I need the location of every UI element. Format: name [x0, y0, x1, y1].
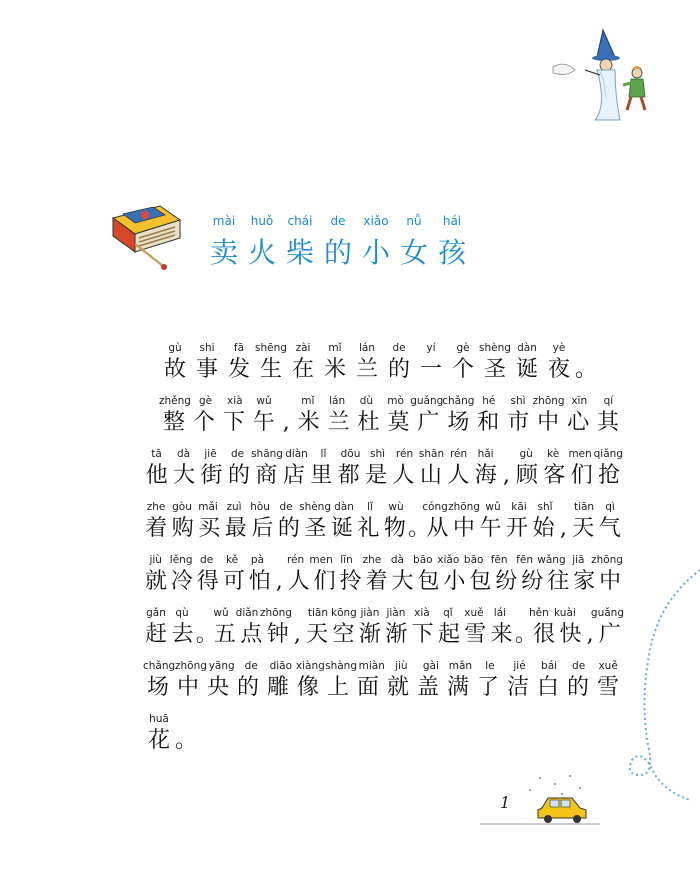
- chinese-character: 大: [173, 463, 196, 488]
- pinyin-syllable: zhōng: [260, 607, 292, 619]
- pinyin-syllable: tā: [151, 448, 162, 460]
- pinyin-syllable: dà: [390, 554, 404, 566]
- pinyin-syllable: lán: [358, 342, 375, 354]
- chinese-character: 的: [236, 675, 259, 700]
- punctuation: ,: [282, 410, 290, 435]
- pinyin-syllable: gù: [168, 342, 182, 354]
- pinyin-syllable: zhěng: [159, 395, 191, 407]
- chinese-character: 米: [323, 357, 346, 382]
- pinyin-syllable: jiàn: [386, 607, 406, 619]
- text-line: [143, 499, 623, 552]
- pinyin-syllable: [578, 605, 591, 621]
- pinyin-syllable: zuì: [226, 501, 242, 513]
- pinyin-syllable: zhōng: [532, 395, 565, 407]
- character-row: [143, 568, 623, 596]
- chinese-character: 是: [365, 463, 388, 488]
- pinyin-syllable: jiù: [395, 660, 408, 672]
- pinyin-syllable: xià: [227, 395, 243, 407]
- chinese-character: 店: [282, 463, 305, 488]
- chinese-character: 商: [255, 463, 278, 488]
- pinyin-syllable: zhōng: [591, 554, 623, 566]
- chinese-character: 满: [446, 675, 469, 700]
- pinyin-syllable: mǎi: [198, 501, 218, 513]
- chinese-character: 了: [476, 675, 499, 700]
- text-line: [143, 658, 623, 711]
- chinese-character: 广: [598, 622, 621, 647]
- pinyin-syllable: wǔ: [213, 607, 229, 619]
- chinese-character: 起: [437, 622, 460, 647]
- pinyin-syllable: zhe: [362, 554, 382, 566]
- title-character: 孩: [437, 236, 466, 269]
- chinese-character: 小: [443, 569, 466, 594]
- pinyin-syllable: yāng: [208, 660, 235, 672]
- chinese-character: 大: [391, 569, 414, 594]
- chinese-character: 可: [222, 569, 245, 594]
- chinese-character: 天: [306, 622, 329, 647]
- chinese-character: 个: [451, 357, 474, 382]
- chinese-character: 客: [543, 463, 566, 488]
- pinyin-syllable: [499, 446, 513, 462]
- text-line: [143, 711, 623, 764]
- chinese-character: 央: [206, 675, 229, 700]
- chinese-character: 白: [536, 675, 559, 700]
- pinyin-syllable: le: [485, 660, 495, 672]
- pinyin-syllable: dù: [359, 395, 374, 407]
- pinyin-syllable: de: [230, 448, 245, 460]
- pinyin-syllable: shèng: [299, 501, 331, 513]
- chinese-character: 中: [599, 569, 622, 594]
- pinyin-syllable: shì: [369, 448, 386, 460]
- chinese-character: 开: [505, 516, 528, 541]
- pinyin-syllable: rén: [449, 448, 468, 460]
- pinyin-syllable: diǎn: [235, 607, 259, 619]
- chinese-character: 像: [296, 675, 319, 700]
- pinyin-syllable: kuài: [554, 607, 576, 619]
- text-line: [143, 605, 623, 658]
- pinyin-syllable: diāo: [269, 660, 293, 672]
- chinese-character: 很: [533, 622, 556, 647]
- pinyin-syllable: de: [392, 342, 406, 354]
- pinyin-syllable: gè: [456, 342, 470, 354]
- chinese-character: 夜: [547, 357, 570, 382]
- chinese-character: 后: [251, 516, 274, 541]
- chinese-character: 拎: [339, 569, 362, 594]
- pinyin-syllable: men: [309, 554, 333, 566]
- pinyin-row: [143, 711, 623, 727]
- pinyin-syllable: zhōng: [175, 660, 207, 672]
- pinyin-syllable: [195, 605, 208, 621]
- chinese-character: 得: [196, 569, 219, 594]
- chinese-character: 中: [452, 516, 475, 541]
- pinyin-syllable: mǎn: [448, 660, 473, 672]
- pinyin-syllable: chǎng: [442, 395, 475, 407]
- pinyin-syllable: lǐ: [367, 501, 373, 513]
- chinese-character: 广: [417, 410, 440, 435]
- chinese-character: 从: [426, 516, 449, 541]
- title-pinyin: mài: [212, 214, 236, 228]
- pinyin-syllable: [558, 499, 571, 515]
- pinyin-row: [143, 446, 623, 462]
- pinyin-syllable: kōng: [331, 607, 357, 619]
- pinyin-syllable: mò: [387, 395, 404, 407]
- chinese-character: 最: [224, 516, 247, 541]
- pinyin-syllable: lǐ: [320, 448, 327, 460]
- pinyin-syllable: de: [200, 554, 214, 566]
- pinyin-syllable: [513, 605, 526, 621]
- chinese-character: 纷: [495, 569, 518, 594]
- chinese-character: 下: [411, 622, 434, 647]
- chinese-character: 渐: [358, 622, 381, 647]
- page-number: 1: [500, 793, 511, 812]
- title-character: 女: [399, 236, 428, 269]
- pinyin-syllable: wǔ: [256, 395, 272, 407]
- story-body: [143, 340, 623, 764]
- chinese-character: 的: [566, 675, 589, 700]
- chinese-character: 人: [447, 463, 470, 488]
- chinese-character: 五: [213, 622, 236, 647]
- pinyin-syllable: qí: [603, 395, 614, 407]
- pinyin-syllable: lěng: [169, 554, 193, 566]
- chinese-character: 诞: [330, 516, 353, 541]
- chinese-character: 天: [572, 516, 595, 541]
- pinyin-syllable: gòu: [172, 501, 192, 513]
- pinyin-syllable: bāo: [413, 554, 433, 566]
- chinese-character: 物: [383, 516, 406, 541]
- pinyin-syllable: qǐ: [443, 607, 453, 619]
- punctuation: 。: [575, 357, 598, 382]
- title-pinyin: hái: [442, 214, 462, 228]
- pinyin-syllable: xuě: [598, 660, 618, 672]
- pinyin-syllable: rén: [287, 554, 305, 566]
- chinese-character: 故: [163, 357, 186, 382]
- chinese-character: 都: [337, 463, 360, 488]
- pinyin-syllable: shèng: [479, 342, 511, 354]
- chinese-character: 礼: [357, 516, 380, 541]
- pinyin-syllable: de: [244, 660, 258, 672]
- punctuation: 。: [175, 728, 198, 753]
- pinyin-syllable: pà: [250, 554, 265, 566]
- text-line: [143, 552, 623, 605]
- pinyin-syllable: shàng: [325, 660, 357, 672]
- pinyin-row: [143, 658, 623, 674]
- pinyin-syllable: bāo: [463, 554, 484, 566]
- chinese-character: 花: [147, 728, 170, 753]
- chinese-character: 面: [356, 675, 379, 700]
- pinyin-row: [143, 605, 623, 621]
- pinyin-syllable: zhōng: [448, 501, 480, 513]
- pinyin-syllable: men: [568, 448, 592, 460]
- pinyin-syllable: xiǎo: [437, 554, 460, 566]
- title-characters-row: [205, 231, 471, 271]
- pinyin-syllable: bái: [541, 660, 558, 672]
- punctuation: 。: [195, 622, 218, 647]
- chinese-character: 市: [507, 410, 530, 435]
- pinyin-syllable: yè: [552, 342, 566, 354]
- chinese-character: 场: [146, 675, 169, 700]
- chinese-character: 兰: [327, 410, 350, 435]
- pinyin-syllable: mǐ: [301, 395, 315, 407]
- character-row: [143, 462, 623, 490]
- chinese-character: 赶: [145, 622, 168, 647]
- text-line: [143, 446, 623, 499]
- pinyin-syllable: xīn: [571, 395, 588, 407]
- pinyin-syllable: [409, 499, 422, 515]
- chinese-character: 整: [162, 410, 185, 435]
- chinese-character: 顾: [515, 463, 538, 488]
- title-pinyin: de: [330, 214, 346, 228]
- chinese-character: 快: [559, 622, 582, 647]
- chinese-character: 诞: [515, 357, 538, 382]
- chinese-character: 里: [310, 463, 333, 488]
- chinese-character: 始: [532, 516, 555, 541]
- pinyin-syllable: dōu: [340, 448, 361, 460]
- chinese-character: 盖: [416, 675, 439, 700]
- pinyin-syllable: lái: [493, 607, 507, 619]
- pinyin-syllable: qì: [605, 501, 615, 513]
- chinese-character: 在: [291, 357, 314, 382]
- chinese-character: 抢: [598, 463, 621, 488]
- pinyin-syllable: huā: [149, 713, 169, 725]
- punctuation: ,: [559, 516, 567, 541]
- character-row: [159, 409, 623, 437]
- pinyin-syllable: jiù: [149, 554, 162, 566]
- chinese-character: 购: [171, 516, 194, 541]
- pinyin-syllable: kè: [547, 448, 560, 460]
- pinyin-syllable: [270, 552, 283, 568]
- pinyin-syllable: [279, 393, 294, 409]
- pinyin-syllable: shān: [418, 448, 445, 460]
- chinese-character: 就: [386, 675, 409, 700]
- chinese-character: 个: [192, 410, 215, 435]
- title-character: 卖: [209, 236, 238, 269]
- taxi-car-illustration: [480, 770, 600, 830]
- chinese-character: 人: [392, 463, 415, 488]
- chinese-character: 莫: [387, 410, 410, 435]
- punctuation: ,: [275, 569, 283, 594]
- chinese-character: 米: [297, 410, 320, 435]
- pinyin-syllable: hěn: [529, 607, 549, 619]
- chinese-character: 中: [537, 410, 560, 435]
- pinyin-syllable: wù: [388, 501, 404, 513]
- pinyin-syllable: shēng: [255, 342, 287, 354]
- title-pinyin-row: [205, 214, 471, 230]
- chinese-character: 雕: [266, 675, 289, 700]
- pinyin-syllable: [175, 711, 191, 727]
- character-row: [143, 674, 623, 702]
- title-pinyin: huǒ: [250, 214, 274, 228]
- chinese-character: 钟: [266, 622, 289, 647]
- chinese-character: 的: [277, 516, 300, 541]
- chinese-character: 事: [195, 357, 218, 382]
- chinese-character: 雪: [464, 622, 487, 647]
- character-row: [143, 621, 623, 649]
- pinyin-syllable: chǎng: [143, 660, 176, 672]
- pinyin-syllable: jiā: [572, 554, 585, 566]
- title-character: 的: [323, 236, 352, 269]
- chinese-character: 杜: [357, 410, 380, 435]
- pinyin-syllable: jiē: [204, 448, 217, 460]
- pinyin-syllable: gù: [519, 448, 533, 460]
- punctuation: 。: [514, 622, 537, 647]
- chinese-character: 一: [419, 357, 442, 382]
- chinese-character: 的: [387, 357, 410, 382]
- character-row: [143, 515, 623, 543]
- pinyin-syllable: cóng: [422, 501, 448, 513]
- pinyin-syllable: de: [279, 501, 293, 513]
- punctuation: ,: [586, 622, 594, 647]
- pinyin-syllable: qù: [175, 607, 189, 619]
- chinese-character: 点: [240, 622, 263, 647]
- chinese-character: 发: [227, 357, 250, 382]
- chinese-character: 中: [176, 675, 199, 700]
- chinese-character: 兰: [355, 357, 378, 382]
- chinese-character: 冷: [170, 569, 193, 594]
- pinyin-syllable: rén: [395, 448, 414, 460]
- pinyin-syllable: [575, 340, 591, 356]
- pinyin-syllable: fā: [233, 342, 245, 354]
- text-line: [143, 393, 623, 446]
- pinyin-syllable: hǎi: [477, 448, 494, 460]
- pinyin-syllable: dàn: [517, 342, 537, 354]
- pinyin-syllable: de: [572, 660, 586, 672]
- chinese-character: 雪: [596, 675, 619, 700]
- chinese-character: 圣: [304, 516, 327, 541]
- chinese-character: 心: [567, 410, 590, 435]
- character-row: [159, 356, 623, 384]
- pinyin-row: [143, 552, 623, 568]
- pinyin-syllable: xià: [414, 607, 430, 619]
- pinyin-syllable: shi: [199, 342, 215, 354]
- pinyin-syllable: līn: [340, 554, 353, 566]
- pinyin-syllable: lán: [329, 395, 346, 407]
- chinese-character: 们: [570, 463, 593, 488]
- chinese-character: 其: [597, 410, 620, 435]
- chinese-character: 空: [332, 622, 355, 647]
- chinese-character: 海: [474, 463, 497, 488]
- pinyin-row: [159, 340, 623, 356]
- pinyin-syllable: zhe: [146, 501, 166, 513]
- chinese-character: 着: [145, 516, 168, 541]
- matchbox-illustration: [105, 200, 185, 275]
- chinese-character: 下: [222, 410, 245, 435]
- title-pinyin: nǚ: [406, 214, 422, 228]
- punctuation: ,: [293, 622, 301, 647]
- dotted-swirl-decoration: [600, 560, 700, 820]
- pinyin-syllable: tiān: [307, 607, 328, 619]
- chinese-character: 着: [365, 569, 388, 594]
- pinyin-syllable: jié: [513, 660, 526, 672]
- pinyin-syllable: mǐ: [328, 342, 342, 354]
- chinese-character: 他: [145, 463, 168, 488]
- chinese-character: 圣: [483, 357, 506, 382]
- chinese-character: 家: [573, 569, 596, 594]
- pinyin-syllable: kāi: [511, 501, 527, 513]
- chinese-character: 生: [259, 357, 282, 382]
- wizard-child-illustration: [545, 25, 665, 125]
- chinese-character: 洁: [506, 675, 529, 700]
- pinyin-syllable: dà: [176, 448, 191, 460]
- chinese-character: 去: [171, 622, 194, 647]
- pinyin-syllable: shǐ: [537, 501, 553, 513]
- title-character: 火: [247, 236, 276, 269]
- chinese-character: 们: [313, 569, 336, 594]
- pinyin-syllable: zài: [295, 342, 311, 354]
- chinese-character: 包: [469, 569, 492, 594]
- pinyin-row: [159, 393, 623, 409]
- chinese-character: 气: [598, 516, 621, 541]
- pinyin-syllable: hé: [482, 395, 496, 407]
- chinese-character: 山: [419, 463, 442, 488]
- pinyin-syllable: gài: [422, 660, 439, 672]
- chinese-character: 包: [417, 569, 440, 594]
- chinese-character: 和: [477, 410, 500, 435]
- pinyin-syllable: [292, 605, 305, 621]
- pinyin-syllable: hòu: [250, 501, 270, 513]
- pinyin-syllable: shì: [510, 395, 526, 407]
- pinyin-syllable: jiàn: [360, 607, 380, 619]
- title-pinyin: chái: [287, 214, 313, 228]
- title-character: 柴: [285, 236, 314, 269]
- pinyin-syllable: fēn: [490, 554, 508, 566]
- chinese-character: 场: [447, 410, 470, 435]
- chinese-character: 买: [198, 516, 221, 541]
- story-title: [205, 214, 471, 271]
- chinese-character: 午: [479, 516, 502, 541]
- pinyin-syllable: kě: [225, 554, 239, 566]
- title-pinyin: xiǎo: [363, 214, 389, 228]
- text-line: [143, 340, 623, 393]
- pinyin-syllable: wǎng: [537, 554, 566, 566]
- title-character: 小: [361, 236, 390, 269]
- chinese-character: 就: [144, 569, 167, 594]
- chinese-character: 往: [547, 569, 570, 594]
- chinese-character: 纷: [521, 569, 544, 594]
- pinyin-syllable: gè: [199, 395, 213, 407]
- pinyin-syllable: miàn: [358, 660, 385, 672]
- pinyin-syllable: xiàng: [295, 660, 325, 672]
- chinese-character: 怕: [248, 569, 271, 594]
- pinyin-syllable: wǔ: [485, 501, 501, 513]
- pinyin-syllable: guǎng: [590, 607, 624, 619]
- pinyin-syllable: yí: [426, 342, 436, 354]
- pinyin-row: [143, 499, 623, 515]
- character-row: [143, 727, 623, 755]
- punctuation: ,: [502, 463, 510, 488]
- pinyin-syllable: qiǎng: [593, 448, 623, 460]
- pinyin-syllable: xuě: [464, 607, 484, 619]
- chinese-character: 上: [326, 675, 349, 700]
- pinyin-syllable: diàn: [285, 448, 308, 460]
- chinese-character: 的: [227, 463, 250, 488]
- chinese-character: 渐: [385, 622, 408, 647]
- pinyin-syllable: tiān: [573, 501, 595, 513]
- chinese-character: 街: [200, 463, 223, 488]
- pinyin-syllable: dàn: [334, 501, 354, 513]
- chinese-character: 来: [490, 622, 513, 647]
- pinyin-syllable: fēn: [516, 554, 533, 566]
- chinese-character: 午: [252, 410, 275, 435]
- pinyin-syllable: guǎng: [410, 395, 444, 407]
- punctuation: 。: [408, 516, 431, 541]
- pinyin-syllable: shāng: [251, 448, 283, 460]
- chinese-character: 人: [287, 569, 310, 594]
- pinyin-syllable: gǎn: [146, 607, 166, 619]
